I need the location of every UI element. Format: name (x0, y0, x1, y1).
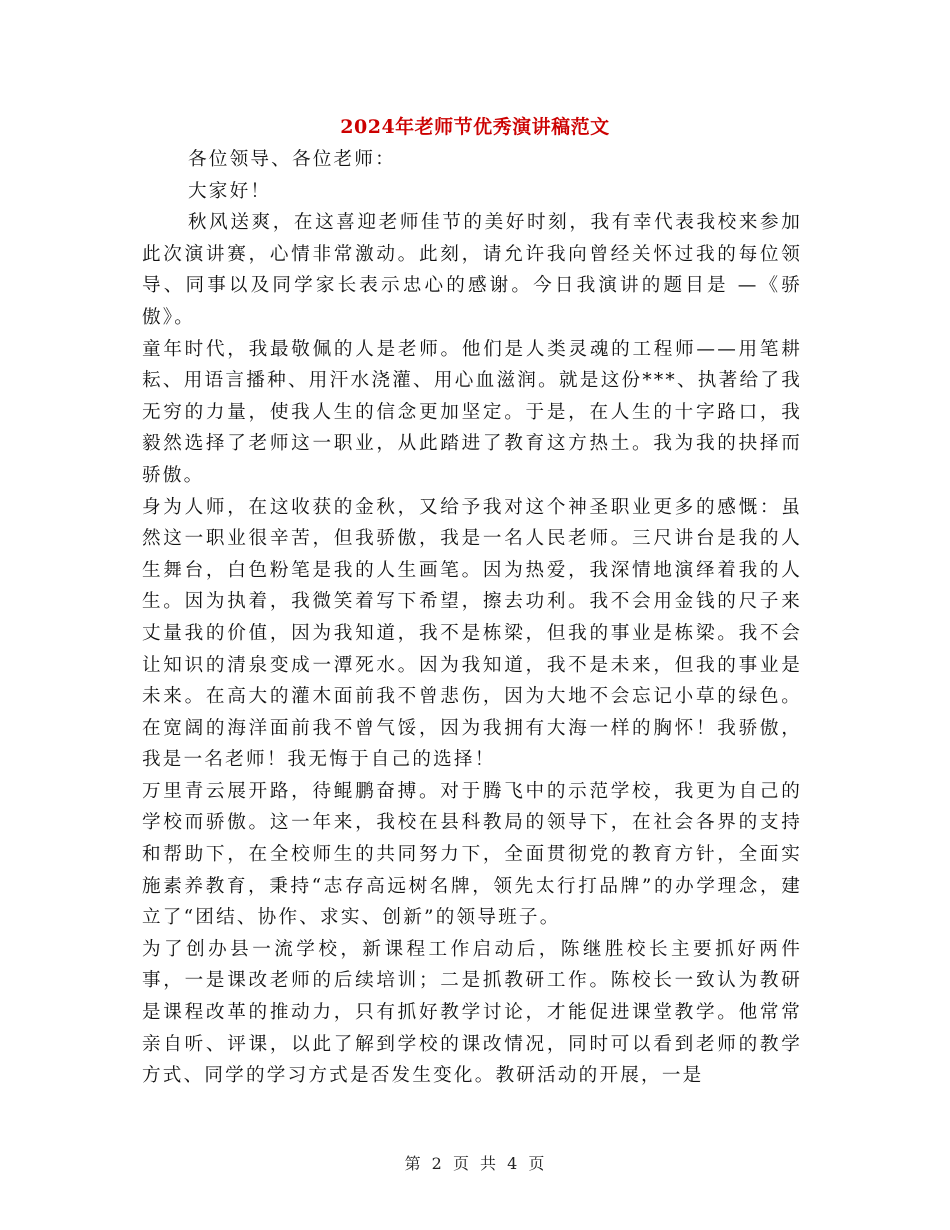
paragraph: 童年时代，我最敬佩的人是老师。他们是人类灵魂的工程师——用笔耕耘、用语言播种、用汗水浇灌、用心血滋润。就是这份***、执著给了我无穷的力量，使我人生的信念更加坚定。于是，在人生的十字路口，我毅然选择了老师这一职业，从此踏进了教育这方热土。我为我的抉择而骄傲。 (142, 338, 802, 486)
page-number-footer: 第 2 页 共 4 页 (404, 1154, 546, 1173)
paragraph: 各位领导、各位老师： (188, 149, 396, 170)
paragraph: 身为人师，在这收获的金秋，又给予我对这个神圣职业更多的感慨：虽然这一职业很辛苦，但我骄傲，我是一名人民老师。三尺讲台是我的人生舞台，白色粉笔是我的人生画笔。因为热爱，我深情地演绎着我的人生。因为执着，我微笑着写下希望，擦去功利。我不会用金钱的尺子来丈量我的价值，因为我知道，我不是栋梁，但我的事业是栋梁。我不会让知识的清泉变成一潭死水。因为我知道，我不是未来，但我的事业是未来。在高大的灌木面前我不曾悲伤，因为大地不会忘记小草的绿色。在宽阔的海洋面前我不曾气馁，因为我拥有大海一样的胸怀！我骄傲，我是一名老师！我无悔于自己的选择！ (142, 496, 802, 771)
document-body (142, 144, 802, 1092)
document-title: 2024年老师节优秀演讲稿范文 (340, 116, 610, 138)
paragraph: 为了创办县一流学校，新课程工作启动后，陈继胜校长主要抓好两件事，一是课改老师的后续培训；二是抓教研工作。陈校长一致认为教研是课程改革的推动力，只有抓好教学讨论，才能促进课堂教学。他常常亲自听、评课，以此了解到学校的课改情况，同时可以看到老师的教学方式、同学的学习方式是否发生变化。教研活动的开展，一是 (142, 938, 802, 1087)
paragraph: 秋风送爽，在这喜迎老师佳节的美好时刻，我有幸代表我校来参加此次演讲赛，心情非常激动。此刻，请允许我向曾经关怀过我的每位领导、同事以及同学家长表示忠心的感谢。今日我演讲的题目是 —《骄傲》。 (142, 212, 802, 328)
paragraph: 万里青云展开路，待鲲鹏奋搏。对于腾飞中的示范学校，我更为自己的学校而骄傲。这一年来，我校在县科教局的领导下，在社会各界的支持和帮助下，在全校师生的共同努力下，全面贯彻党的教育方针，全面实施素养教育，秉持“志存高远树名牌，领先太行打品牌”的办学理念，建立了“团结、协作、求实、创新”的领导班子。 (142, 780, 802, 929)
paragraph: 大家好！ (188, 180, 272, 202)
